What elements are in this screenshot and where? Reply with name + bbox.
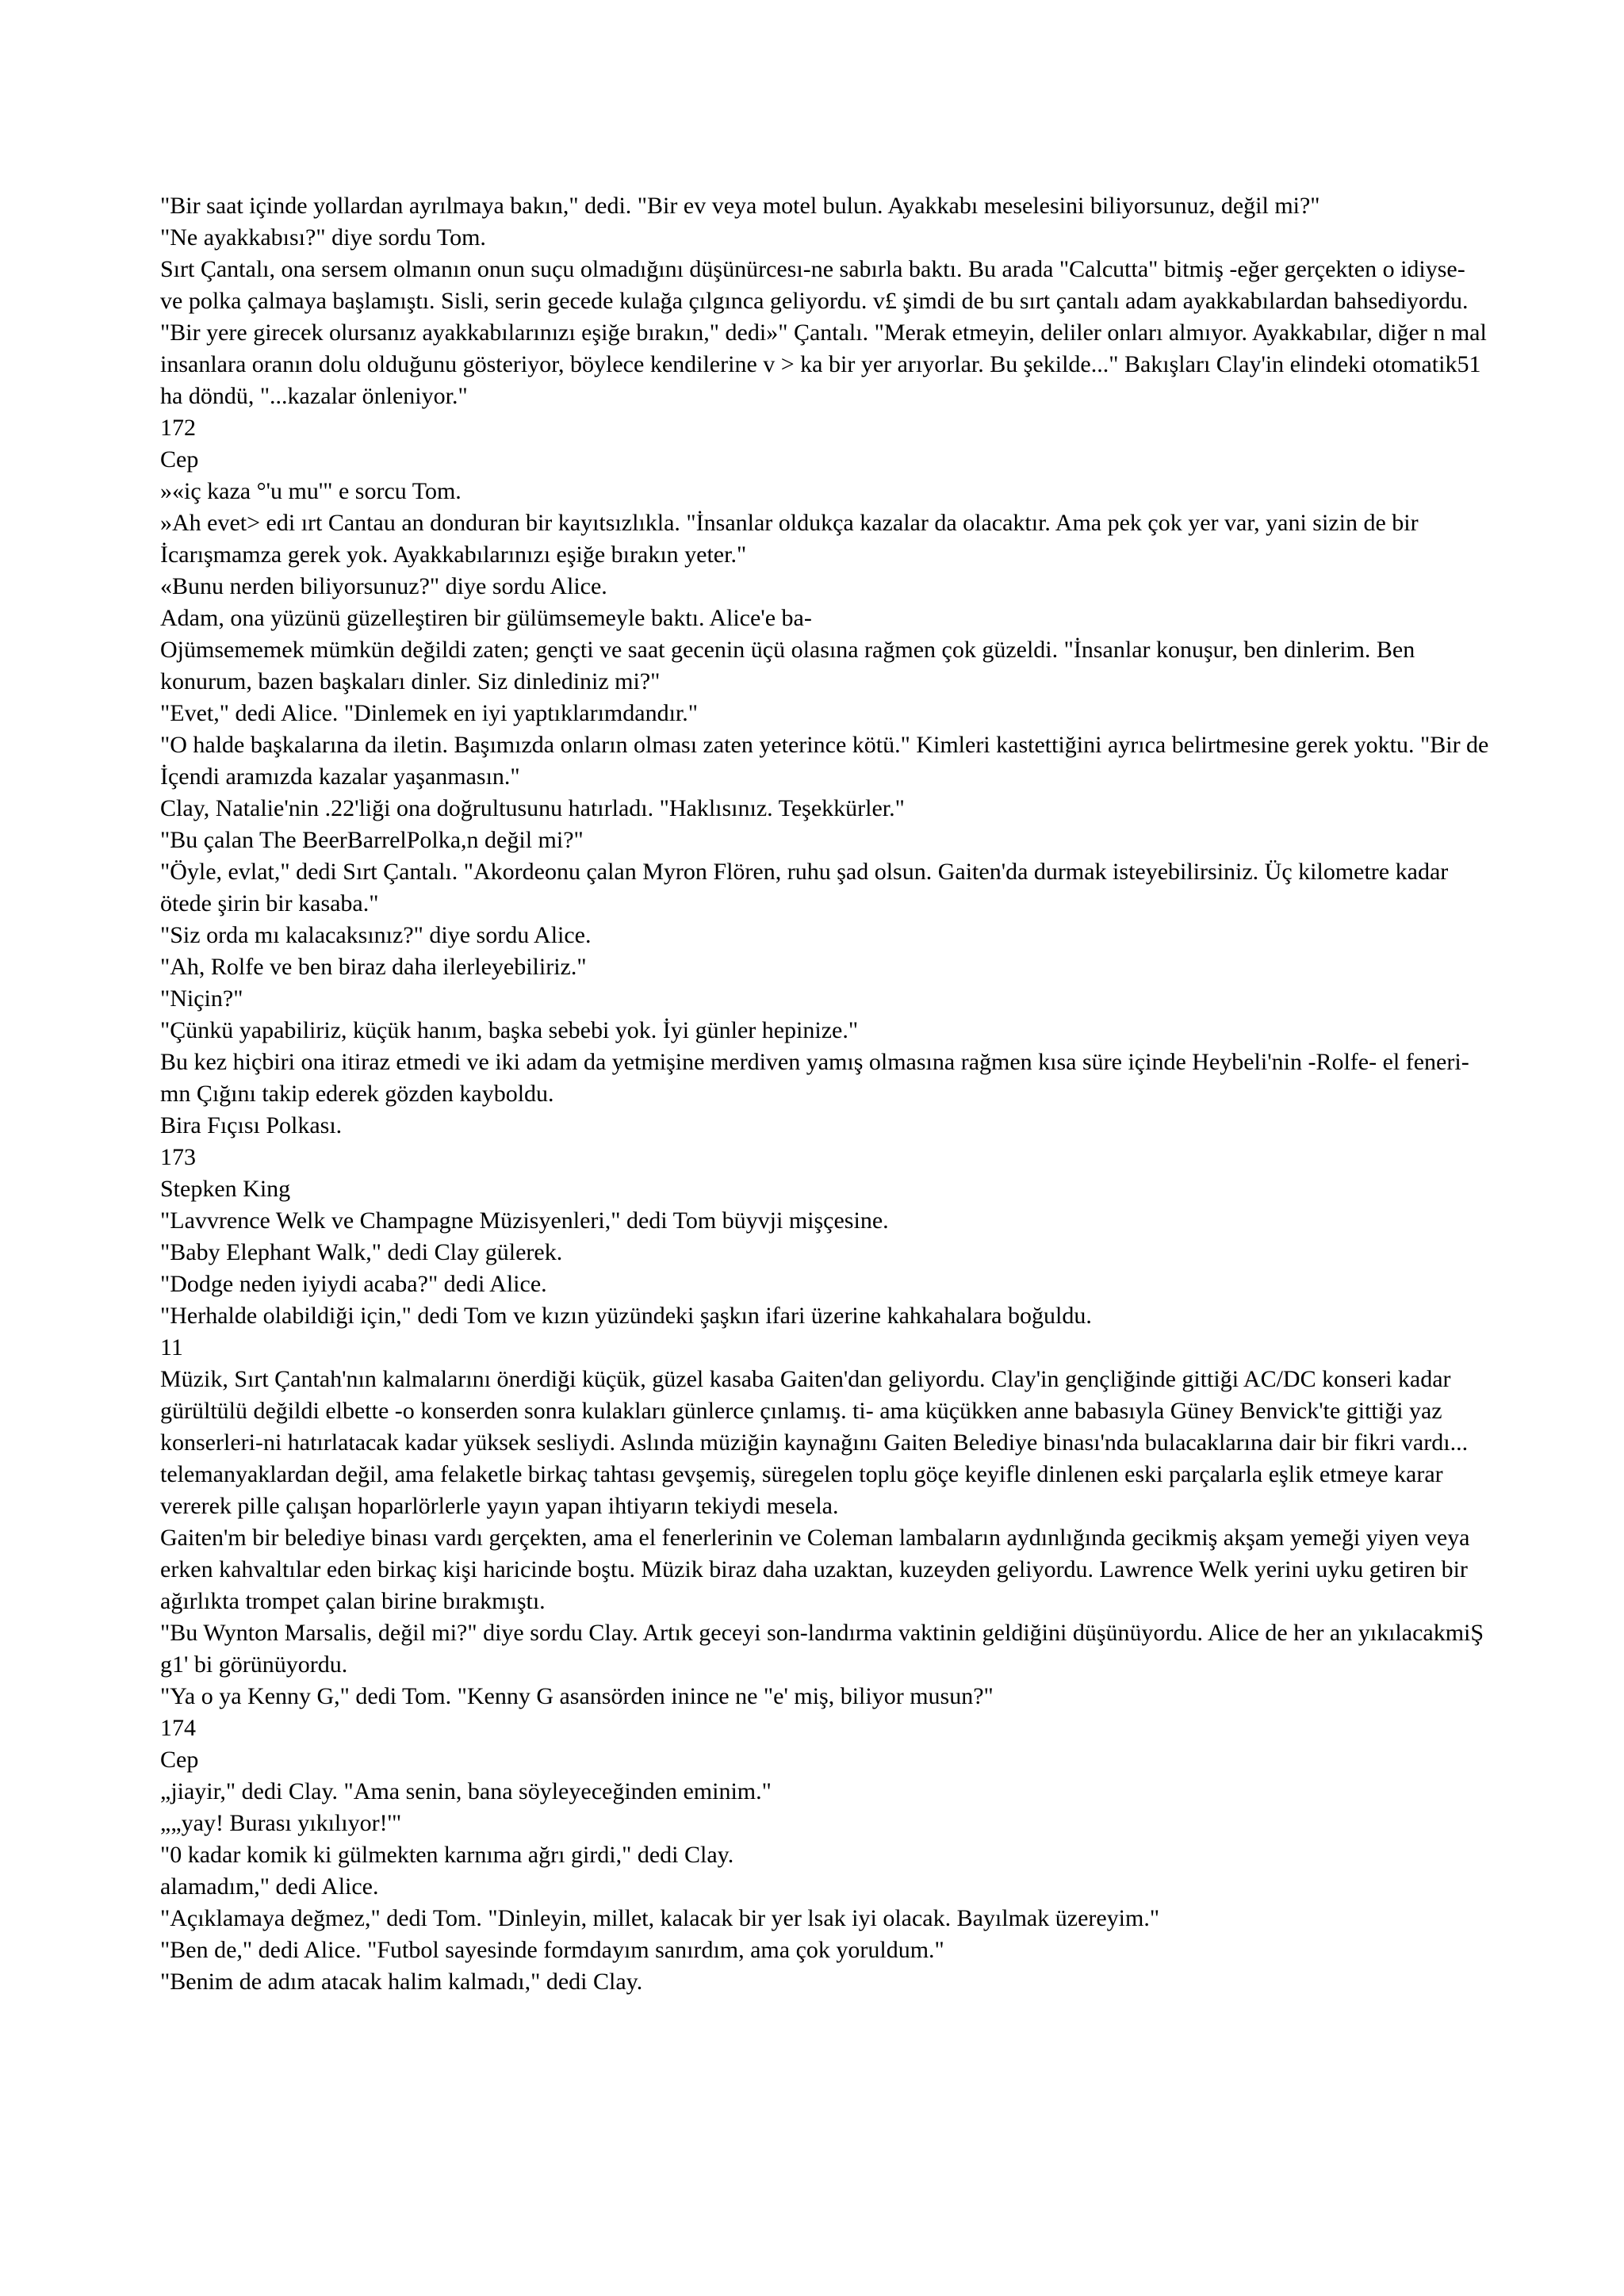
paragraph: Ojümsememek mümkün değildi zaten; gençti ve saat gecenin üçü olasına rağmen çok güzeldi. "İnsanlar konuşur, ben dinlerim. Ben konurum, bazen başkaları dinler. Siz dinlediniz mi?" xyxy=(160,637,1415,695)
paragraph: alamadım," dedi Alice. xyxy=(160,1873,379,1900)
paragraph: "Çünkü yapabiliriz, küçük hanım, başka sebebi yok. İyi günler hepinize." xyxy=(160,1017,859,1043)
document-text xyxy=(160,190,1492,1998)
paragraph: "Lavvrence Welk ve Champagne Müzisyenleri," dedi Tom büyvji mişçesine. xyxy=(160,1207,889,1234)
paragraph: «Bunu nerden biliyorsunuz?" diye sordu Alice. xyxy=(160,573,607,599)
running-header: Cep xyxy=(160,446,199,473)
paragraph: Sırt Çantalı, ona sersem olmanın onun suçu olmadığını düşünürcesı-ne sabırla baktı. Bu arada "Calcutta" bitmiş -eğer gerçekten o idiyse- ve polka çalmaya başlamıştı. Sisli, serin gecede kulağa çılgınca geliyordu. v£ şimdi de bu sırt çantalı adam ayakkabılardan bahsediyordu. xyxy=(160,256,1469,314)
paragraph: "Evet," dedi Alice. "Dinlemek en iyi yaptıklarımdandır." xyxy=(160,700,698,726)
paragraph: "Bu çalan The BeerBarrelPolka,n değil mi?" xyxy=(160,827,584,853)
paragraph: „„yay! Burası yıkılıyor!'" xyxy=(160,1810,402,1836)
page-number: 173 xyxy=(160,1144,196,1170)
paragraph: "Siz orda mı kalacaksınız?" diye sordu Alice. xyxy=(160,922,592,948)
paragraph: "Dodge neden iyiydi acaba?" dedi Alice. xyxy=(160,1271,547,1297)
paragraph: Clay, Natalie'nin .22'liği ona doğrultusunu hatırladı. "Haklısınız. Teşekkürler." xyxy=(160,795,905,821)
paragraph: Gaiten'm bir belediye binası vardı gerçekten, ama el fenerlerinin ve Coleman lambaların aydınlığında gecikmiş akşam yemeği yiyen veya erken kahvaltılar eden birkaç kişi haricinde boştu. Müzik biraz daha uzaktan, kuzeyden geliyordu. Lawrence Welk yerini uyku getiren bir ağırlıkta trompet çalan birine bırakmıştı. xyxy=(160,1525,1470,1614)
paragraph: "0 kadar komik ki gülmekten karnıma ağrı girdi," dedi Clay. xyxy=(160,1842,734,1868)
paragraph: Adam, ona yüzünü güzelleştiren bir gülümsemeyle baktı. Alice'e ba- xyxy=(160,605,812,631)
paragraph: »Ah evet> edi ırt Cantau an donduran bir kayıtsızlıkla. "İnsanlar oldukça kazalar da olacaktır. Ama pek çok yer var, yani sizin de bir İcarışmamza gerek yok. Ayakkabılarınızı eşiğe bırakın yeter." xyxy=(160,510,1419,568)
footnote: Bira Fıçısı Polkası. xyxy=(160,1112,343,1138)
paragraph: "O halde başkalarına da iletin. Başımızda onların olması zaten yeterince kötü." Kimleri kastettiğini ayrıca belirtmesine gerek yoktu. "Bir de İçendi aramızda kazalar yaşanmasın." xyxy=(160,732,1489,790)
paragraph: "Bir yere girecek olursanız ayakkabılarınızı eşiğe bırakın," dedi»" Çantalı. "Merak etmeyin, deliler onları almıyor. Ayakkabılar, diğer n mal insanlara oranın dolu olduğunu gösteriyor, böylece kendilerine v > ka bir yer arıyorlar. Bu şekilde..." Bakışları Clay'in elindeki otomatik51 ha döndü, "...kazalar önleniyor." xyxy=(160,320,1487,409)
paragraph: "Açıklamaya değmez," dedi Tom. "Dinleyin, millet, kalacak bir yer lsak iyi olacak. Bayılmak üzereyim." xyxy=(160,1905,1160,1931)
running-header: Stepken King xyxy=(160,1176,291,1202)
paragraph: "Ben de," dedi Alice. "Futbol sayesinde formdayım sanırdım, ama çok yoruldum." xyxy=(160,1937,944,1963)
section-number: 11 xyxy=(160,1334,183,1360)
paragraph: „jiayir," dedi Clay. "Ama senin, bana söyleyeceğinden eminim." xyxy=(160,1778,772,1804)
paragraph: "Ya o ya Kenny G," dedi Tom. "Kenny G asansörden inince ne "e' miş, biliyor musun?" xyxy=(160,1683,994,1709)
paragraph: "Öyle, evlat," dedi Sırt Çantalı. "Akordeonu çalan Myron Flören, ruhu şad olsun. Gaiten'da durmak isteyebilirsiniz. Üç kilometre kadar ötede şirin bir kasaba." xyxy=(160,859,1449,916)
page-number: 172 xyxy=(160,415,196,441)
paragraph: "Niçin?" xyxy=(160,985,243,1012)
paragraph: Bu kez hiçbiri ona itiraz etmedi ve iki adam da yetmişine merdiven yamış olmasına rağmen kısa süre içinde Heybeli'nin -Rolfe- el feneri-mn Çığını takip ederek gözden kayboldu. xyxy=(160,1049,1469,1107)
paragraph: "Baby Elephant Walk," dedi Clay gülerek. xyxy=(160,1239,563,1265)
paragraph: "Bir saat içinde yollardan ayrılmaya bakın," dedi. "Bir ev veya motel bulun. Ayakkabı meselesini biliyorsunuz, değil mi?" xyxy=(160,193,1320,219)
paragraph: »«iç kaza °'u mu'" e sorcu Tom. xyxy=(160,478,462,504)
paragraph: "Benim de adım atacak halim kalmadı," dedi Clay. xyxy=(160,1969,643,1995)
paragraph: "Herhalde olabildiği için," dedi Tom ve kızın yüzündeki şaşkın ifari üzerine kahkahalara boğuldu. xyxy=(160,1303,1092,1329)
paragraph: "Bu Wynton Marsalis, değil mi?" diye sordu Clay. Artık geceyi son-landırma vaktinin geldiğini düşünüyordu. Alice de her an yıkılacakmiŞ g1' bi görünüyordu. xyxy=(160,1620,1484,1678)
paragraph: "Ah, Rolfe ve ben biraz daha ilerleyebiliriz." xyxy=(160,954,587,980)
paragraph: Müzik, Sırt Çantah'nın kalmalarını önerdiği küçük, güzel kasaba Gaiten'dan geliyordu. Clay'in gençliğinde gittiği AC/DC konseri kadar gürültülü değildi elbette -o konserden sonra kulakları günlerce çınlamış. ti- ama küçükken anne babasıyla Güney Benvick'te gittiği yaz konserleri-ni hatırlatacak kadar yüksek sesliydi. Aslında müziğin kaynağını Gaiten Belediye binası'nda bulacaklarına dair bir fikri vardı... telemanyaklardan değil, ama felaketle birkaç tahtası gevşemiş, süregelen toplu göçe keyifle dinlenen eski parçalarla eşlik etmeye karar vererek pille çalışan hoparlörlerle yayın yapan ihtiyarın tekiydi mesela. xyxy=(160,1366,1469,1519)
paragraph: "Ne ayakkabısı?" diye sordu Tom. xyxy=(160,224,486,251)
running-header: Cep xyxy=(160,1747,199,1773)
page-number: 174 xyxy=(160,1715,196,1741)
